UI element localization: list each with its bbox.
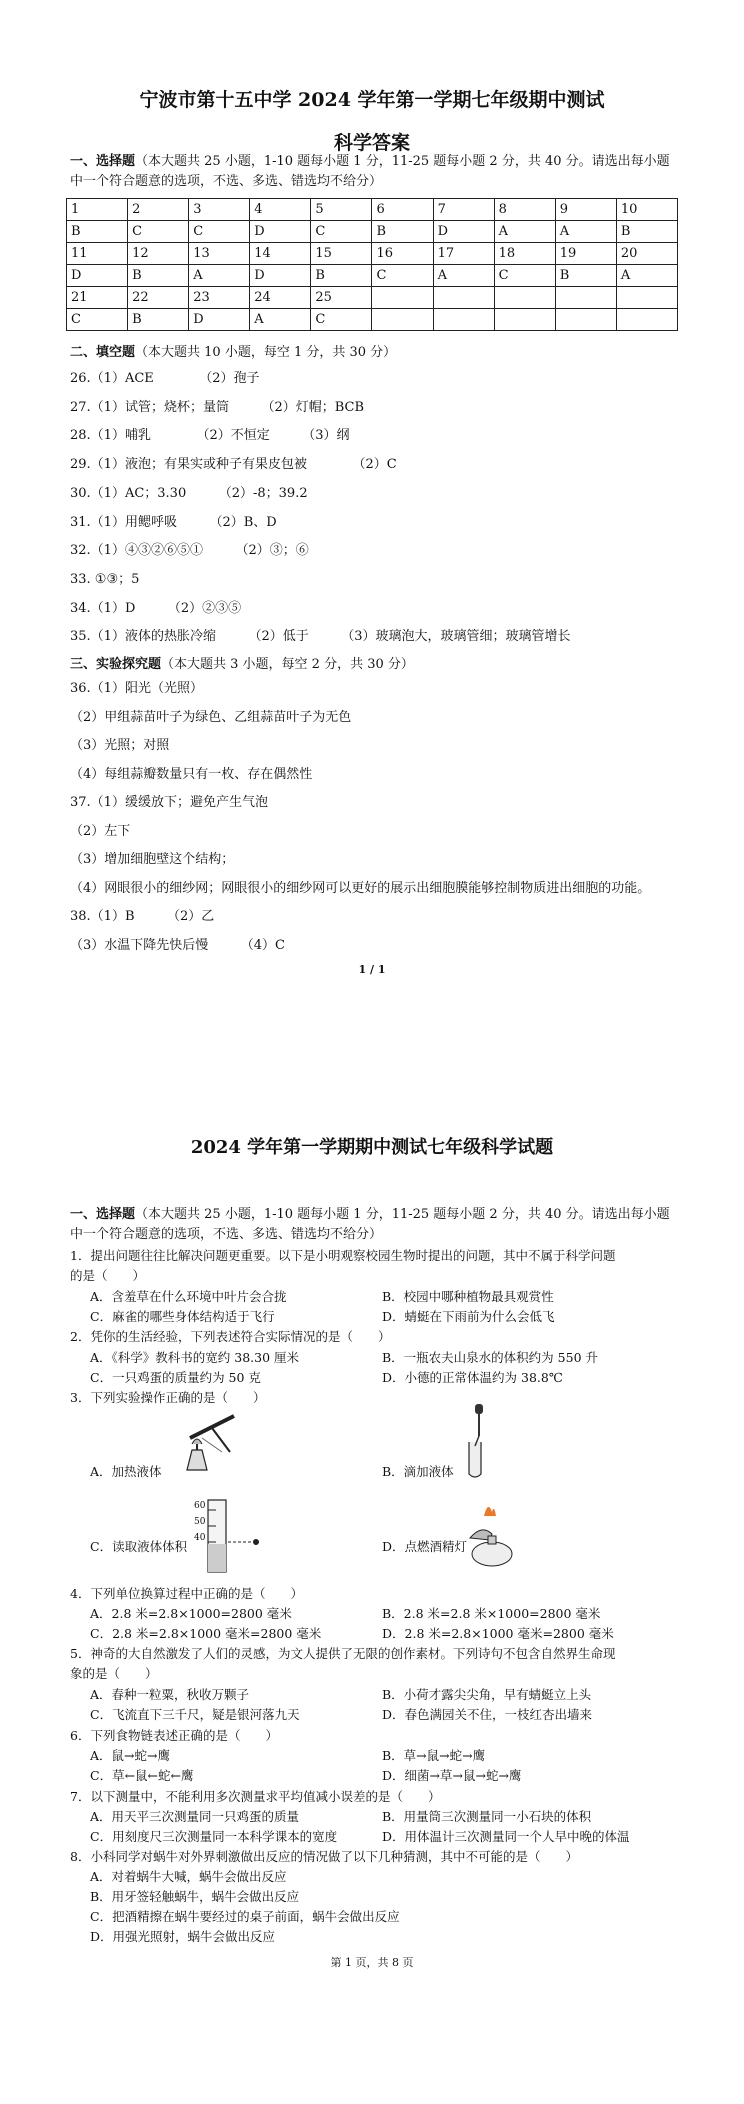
answer-table-cell: 17: [433, 243, 494, 265]
answer-table-cell: [372, 287, 433, 309]
q7-option-c: C．用刻度尺三次测量同一本科学课本的宽度: [90, 1829, 338, 1844]
answer-table-cell: C: [494, 265, 555, 287]
answer-table-cell: 6: [372, 199, 433, 221]
exam-section1-head: 一、选择题: [70, 1207, 136, 1222]
question-7: 7．以下测量中，不能利用多次测量求平均值减小误差的是（ ）: [70, 1789, 441, 1804]
q4-option-d: D．2.8 米=2.8×1000 毫米=2800 毫米: [382, 1626, 614, 1641]
q3-option-d: D．点燃酒精灯: [382, 1539, 468, 1554]
answer-table-cell: C: [311, 309, 372, 331]
experiment-answer-line: （2）甲组蒜苗叶子为绿色、乙组蒜苗叶子为无色: [70, 709, 352, 725]
answer-table-cell: B: [67, 221, 128, 243]
section1-heading: [70, 153, 670, 171]
fill-answer-line: 35.（1）液体的热胀冷缩 （2）低于 （3）玻璃泡大，玻璃管细；玻璃管增长: [70, 629, 571, 645]
answer-table-cell: 19: [555, 243, 616, 265]
exam-section1-desc: （本大题共 25 小题，1-10 题每小题 1 分，11-25 题每小题 2 分，共 40 分。请选出每小题: [135, 1207, 670, 1222]
answer-table-cell: 15: [311, 243, 372, 265]
answer-table-cell: 9: [555, 199, 616, 221]
answer-table-cell: 25: [311, 287, 372, 309]
answer-table-cell: 5: [311, 199, 372, 221]
q7-option-a: A．用天平三次测量同一只鸡蛋的质量: [90, 1809, 300, 1824]
q6-option-d: D．细菌→草→鼠→蛇→鹰: [382, 1768, 522, 1783]
q3-option-b: B．滴加液体: [382, 1464, 454, 1479]
answer-table-cell: A: [555, 221, 616, 243]
answer-table-cell: D: [189, 309, 250, 331]
q4-option-b: B．2.8 米=2.8 米×1000=2800 毫米: [382, 1606, 601, 1621]
experiment-answer-line: 36.（1）阳光（光照）: [70, 681, 203, 696]
q8-option-b: B．用牙签轻触蜗牛，蜗牛会做出反应: [90, 1889, 300, 1904]
section1-head: 一、选择题: [70, 154, 136, 169]
answer-table-cell: A: [616, 265, 677, 287]
answer-table-cell: 1: [67, 199, 128, 221]
answer-table-cell: [372, 309, 433, 331]
answer-table-cell: 11: [67, 243, 128, 265]
answer-subtitle: 科学答案: [333, 132, 410, 154]
answer-table-cell: B: [128, 265, 189, 287]
answer-table-cell: C: [372, 265, 433, 287]
fill-answer-line: 29.（1）液泡；有果实或种子有果皮包被 （2）C: [70, 457, 397, 473]
experiment-answer-line: （2）左下: [70, 823, 131, 839]
q2-option-d: D．小德的正常体温约为 38.8℃: [382, 1370, 563, 1385]
answer-footer: 1 / 1: [358, 963, 386, 976]
answer-table-cell: D: [67, 265, 128, 287]
section2-head: 二、填空题: [70, 345, 136, 360]
answer-table-cell: B: [128, 309, 189, 331]
question-4: 4．下列单位换算过程中正确的是（ ）: [70, 1586, 303, 1601]
answer-table-cell: 3: [189, 199, 250, 221]
fill-answer-line: 30.（1）AC；3.30 （2）-8；39.2: [70, 485, 308, 501]
cyl-tick-60: 60: [194, 1501, 206, 1511]
exam-page: [0, 1110, 744, 2104]
fill-answer-line: 34.（1）D （2）②③⑤: [70, 600, 242, 616]
section1-desc2: 中一个符合题意的选项，不选、多选、错选均不给分）: [70, 174, 383, 189]
experiment-answer-line: 37.（1）缓缓放下；避免产生气泡: [70, 795, 268, 810]
fill-answer-line: 33. ①③；5: [70, 571, 140, 587]
answer-table-cell: C: [189, 221, 250, 243]
question-2: 2．凭你的生活经验，下列表述符合实际情况的是（ ）: [70, 1329, 391, 1344]
heating-liquid-figure: [172, 1408, 252, 1478]
answer-table-cell: 24: [250, 287, 311, 309]
answer-table-cell: [494, 309, 555, 331]
answer-table-row: [67, 265, 678, 287]
section3-head: 三、实验探究题: [70, 657, 162, 672]
answer-table-cell: [555, 287, 616, 309]
answer-table-cell: [555, 309, 616, 331]
question-5: 5．神奇的大自然激发了人们的灵感，为文人提供了无限的创作素材。下列诗句不包含自然界生命现: [70, 1646, 616, 1661]
answer-table-cell: 20: [616, 243, 677, 265]
answer-table-cell: 2: [128, 199, 189, 221]
answer-table-cell: C: [128, 221, 189, 243]
question-1: 1．提出问题往往比解决问题更重要。以下是小明观察校园生物时提出的问题，其中不属于科学问题: [70, 1248, 616, 1263]
fill-answer-line: 28.（1）哺乳 （2）不恒定 （3）纲: [70, 428, 350, 444]
exam-footer: 第 1 页，共 8 页: [330, 1956, 414, 1969]
answer-table-cell: A: [433, 265, 494, 287]
answer-table-cell: [433, 309, 494, 331]
q5-option-b: B．小荷才露尖尖角，早有蜻蜓立上头: [382, 1687, 592, 1702]
exam-section1-desc2: 中一个符合题意的选项，不选、多选、错选均不给分）: [70, 1227, 383, 1242]
question-6: 6．下列食物链表述正确的是（ ）: [70, 1728, 278, 1743]
answer-table-cell: [494, 287, 555, 309]
fill-answer-line: 31.（1）用鳃呼吸 （2）B、D: [70, 514, 277, 530]
q2-option-c: C．一只鸡蛋的质量约为 50 克: [90, 1370, 261, 1385]
answer-table-cell: A: [250, 309, 311, 331]
q6-option-a: A．鼠→蛇→鹰: [90, 1748, 170, 1763]
answer-table-cell: 21: [67, 287, 128, 309]
q5-option-c: C．飞流直下三千尺，疑是银河落九天: [90, 1707, 300, 1722]
dropping-liquid-figure: [455, 1402, 505, 1480]
exam-title: 2024 学年第一学期期中测试七年级科学试题: [190, 1137, 554, 1158]
answer-table-cell: 12: [128, 243, 189, 265]
q3-option-a: A．加热液体: [90, 1464, 162, 1479]
answer-table-row: [67, 309, 678, 331]
answer-table-cell: 14: [250, 243, 311, 265]
section3-heading: [70, 656, 414, 674]
answer-table-cell: B: [616, 221, 677, 243]
q1-option-c: C．麻雀的哪些身体结构适于飞行: [90, 1309, 275, 1324]
question-3: 3．下列实验操作正确的是（ ）: [70, 1390, 266, 1405]
q6-option-b: B．草→鼠→蛇→鹰: [382, 1748, 486, 1763]
answer-table-row: [67, 243, 678, 265]
answer-table-cell: D: [250, 265, 311, 287]
answer-table-cell: B: [555, 265, 616, 287]
answer-table-cell: [616, 309, 677, 331]
answer-table-cell: D: [433, 221, 494, 243]
experiment-answer-line: （4）网眼很小的细纱网；网眼很小的细纱网可以更好的展示出细胞膜能够控制物质进出细胞的功能。: [70, 880, 651, 896]
answer-title: 宁波市第十五中学 2024 学年第一学期七年级期中测试: [139, 89, 605, 111]
q2-option-b: B．一瓶农夫山泉水的体积约为 550 升: [382, 1350, 598, 1365]
fill-answer-line: 32.（1）④③②⑥⑤① （2）③；⑥: [70, 543, 309, 559]
answer-table-cell: C: [67, 309, 128, 331]
answer-table-cell: A: [494, 221, 555, 243]
answer-table-cell: 22: [128, 287, 189, 309]
answer-table: [66, 198, 678, 331]
cyl-tick-50: 50: [194, 1517, 206, 1527]
section1-desc: （本大题共 25 小题，1-10 题每小题 1 分，11-25 题每小题 2 分，共 40 分。请选出每小题: [135, 154, 670, 169]
q3-option-c: C．读取液体体积: [90, 1539, 188, 1554]
answer-table-cell: B: [372, 221, 433, 243]
q4-option-a: A．2.8 米=2.8×1000=2800 毫米: [90, 1606, 292, 1621]
answer-table-cell: B: [311, 265, 372, 287]
experiment-answer-line: （3）水温下降先快后慢 （4）C: [70, 937, 285, 953]
fill-answer-line: 27.（1）试管；烧杯；量筒 （2）灯帽；BCB: [70, 399, 365, 415]
q2-option-a: A．《科学》教科书的宽约 38.30 厘米: [90, 1350, 300, 1365]
q1-option-a: A．含羞草在什么环境中叶片会合拢: [90, 1289, 287, 1304]
q5-option-a: A．春种一粒粟，秋收万颗子: [90, 1687, 250, 1702]
answer-table-cell: 18: [494, 243, 555, 265]
section2-heading: [70, 344, 396, 362]
answer-table-cell: [433, 287, 494, 309]
answer-table-row: [67, 221, 678, 243]
q4-option-c: C．2.8 米=2.8×1000 毫米=2800 毫米: [90, 1626, 322, 1641]
answer-table-cell: D: [250, 221, 311, 243]
q1-option-d: D．蜻蜓在下雨前为什么会低飞: [382, 1309, 555, 1324]
cyl-tick-40: 40: [194, 1533, 206, 1543]
alcohol-lamp-figure: [462, 1498, 522, 1568]
answer-table-cell: [616, 287, 677, 309]
answer-table-cell: 7: [433, 199, 494, 221]
answer-table-cell: C: [311, 221, 372, 243]
q5-option-d: D．春色满园关不住，一枝红杏出墙来: [382, 1707, 593, 1722]
answer-table-cell: 13: [189, 243, 250, 265]
q7-option-d: D．用体温计三次测量同一个人早中晚的体温: [382, 1829, 630, 1844]
answer-table-cell: 8: [494, 199, 555, 221]
page-gap: [0, 1010, 744, 1110]
q8-option-d: D．用强光照射，蜗牛会做出反应: [90, 1929, 276, 1944]
fill-answer-line: 26.（1）ACE （2）孢子: [70, 371, 260, 386]
answer-table-cell: 23: [189, 287, 250, 309]
answer-page: [0, 0, 744, 1010]
q7-option-b: B．用量筒三次测量同一小石块的体积: [382, 1809, 592, 1824]
q6-option-c: C．草←鼠←蛇←鹰: [90, 1768, 194, 1783]
q1-option-b: B．校园中哪种植物最具观赏性: [382, 1289, 554, 1304]
q8-option-c: C．把酒精擦在蜗牛要经过的桌子前面，蜗牛会做出反应: [90, 1909, 400, 1924]
exam-section1-heading: [70, 1206, 670, 1224]
question-5-cont: 象的是（ ）: [70, 1666, 158, 1681]
section2-desc: （本大题共 10 小题，每空 1 分，共 30 分）: [135, 345, 397, 360]
answer-table-row: [67, 287, 678, 309]
question-1-cont: 的是（ ）: [70, 1268, 146, 1283]
experiment-answer-line: （3）光照；对照: [70, 738, 170, 753]
answer-table-cell: 16: [372, 243, 433, 265]
section3-desc: （本大题共 3 小题，每空 2 分，共 30 分）: [161, 657, 414, 672]
answer-table-row: [67, 199, 678, 221]
experiment-answer-line: （3）增加细胞壁这个结构；: [70, 852, 235, 867]
experiment-answer-line: 38.（1）B （2）乙: [70, 909, 215, 924]
experiment-answer-line: （4）每组蒜瓣数量只有一枚、存在偶然性: [70, 766, 313, 782]
answer-table-cell: 4: [250, 199, 311, 221]
graduated-cylinder-figure: [194, 1496, 264, 1576]
answer-table-cell: A: [189, 265, 250, 287]
q8-option-a: A．对着蜗牛大喊，蜗牛会做出反应: [90, 1869, 287, 1884]
question-8: 8．小科同学对蜗牛对外界刺激做出反应的情况做了以下几种猜测，其中不可能的是（ ）: [70, 1849, 578, 1864]
answer-table-cell: 10: [616, 199, 677, 221]
